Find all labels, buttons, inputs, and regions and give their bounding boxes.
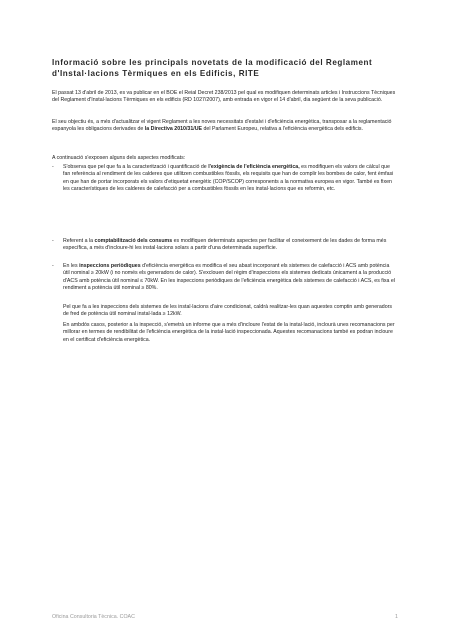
intro-paragraph-2 bbox=[52, 119, 396, 134]
intro-paragraph-3: A continuació s'exposen alguns dels aspectes modificats: bbox=[52, 155, 186, 161]
list-item-bold: comptabilització dels consums bbox=[94, 238, 173, 244]
list-item-text-end: es modifiquen els valors de càlcul que fan referència al rendiment de les calderes que utilitzen combustibles fòssils, els requisits que han de complir les bombes de calor, fent èmfasi en que han de portar incorporats els valors d'etiquetat energètic (COP/SCOP) corresponents a la normativa europea en vigor. També es fixen les característiques de les calderes de calefacció per a combustibles fòssils en les instal·lacions que es reformin, etc. bbox=[63, 164, 394, 192]
list-item-text-start: En les bbox=[63, 263, 80, 269]
footer-office-name: Oficina Consultoria Tècnica. COAC bbox=[52, 614, 135, 620]
list-item-text-start: Referent a la bbox=[63, 238, 95, 244]
list-item-bold: l'exigència de l'eficiència energètica, bbox=[208, 164, 300, 170]
inspection-report-paragraph: En ambdós casos, posterior a la inspecció, s'emetrà un informe que a més d'incloure l'estat de la instal·lació, inclourà unes recomanacions per millorar en termes de rendibilitat de l'eficiència energètica de la instal·lació inspeccionada. Aquestes recomanacions també es podran incloure en el certificat d'eficiència energètica. bbox=[63, 322, 395, 343]
list-bullet: - bbox=[52, 164, 54, 170]
directive-reference: la Directiva 2010/31/UE bbox=[144, 126, 203, 133]
footer-page-number: 1 bbox=[395, 614, 398, 620]
list-item-text bbox=[63, 238, 397, 253]
intro-paragraph-1: El passat 13 d'abril de 2013, es va publicar en el BOE el Reial Decret 238/2013 pel qual es modifiquen determinats articles i Instruccions Tècniques del Reglament d'Instal·lacions Tèrmiques en els edificis (RD 1027/2007), amb entrada en vigor el 14 d'abril, dia següent de la seva publicació. bbox=[52, 90, 396, 104]
document-title: Informació sobre les principals novetats de la modificació del Reglament d'Instal·lacions Tèrmiques en els Edificis, RITE bbox=[52, 58, 373, 78]
air-conditioning-paragraph: Pel que fa a les inspeccions dels sistemes de les instal·lacions d'aire condicionat, caldrà realitzar-les quan aquestes comptin amb generadors de fred de potència útil nominal instal·lada ≥ 12kW. bbox=[63, 304, 393, 318]
list-item-text-start: S'observa que pel que fa a la caracterització i quantificació de bbox=[63, 164, 209, 170]
list-bullet: - bbox=[52, 238, 54, 244]
intro-paragraph-2-text-end: del Parlament Europeu, relativa a l'eficiència energètica dels edificis. bbox=[202, 126, 363, 133]
list-item-text bbox=[63, 263, 397, 292]
list-item-text-end: es modifiquen determinats aspectes per facilitar el coneixement de les dades de forma més específica, a més d'incloure-hi les instal·lacions solars a partir d'una determinada superfície. bbox=[63, 238, 387, 252]
intro-paragraph-2-text: El seu objectiu és, a més d'actualitzar el vigent Reglament a les noves necessitats d'estalvi i d'eficiència energètica, transposar a la reglamentació espanyola les obligacions derivades de bbox=[52, 119, 392, 133]
list-item-text bbox=[63, 164, 397, 193]
list-item-bold: inspeccions periòdiques bbox=[79, 263, 141, 269]
list-bullet: - bbox=[52, 263, 54, 269]
list-item-text-end: d'eficiència energètica es modifica el seu abast incorporant els sistemes de calefacció i ACS amb potència útil nominal ≥ 20kW (i no només els generadors de calor). S'exclouen del règim d'inspeccions els sistemes dedicats únicament a la producció d'ACS amb potència útil nominal ≤ 70kW. En les inspeccions periòdiques de l'eficiència energètica dels sistemes de calefacció i ACS, es fixa el rendiment a potència útil nominal ≥ 80%. bbox=[63, 263, 396, 291]
